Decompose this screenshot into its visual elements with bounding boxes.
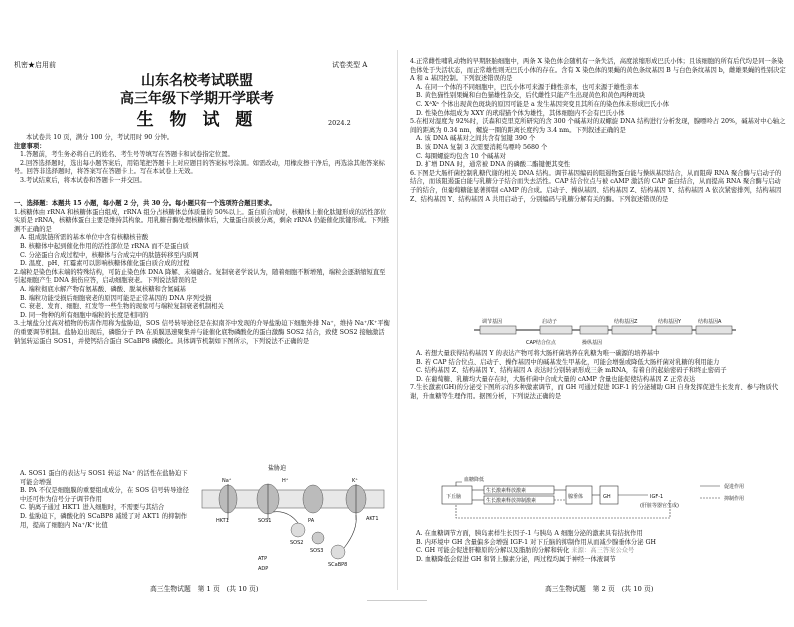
q7-options xyxy=(410,530,786,564)
label-atp: ATP xyxy=(258,556,268,562)
q2-option-b: B. 端粒功能受损后细胞衰老的原因可能是正常基因的 DNA 序列受损 xyxy=(20,294,212,302)
note-3: 3.考试结束后，将本试卷和答题卡一并交回。 xyxy=(20,176,146,184)
q5-stem: 5.在相对湿度为 92%时，沃森和克里克所研究的含 300 个碱基对的双螺旋 DNA 结构进行分析发现，腺嘌呤占 20%，碱基对中心轴之间的距离为 0.34 nm，螺旋一圈的距离长度约为 3.4 nm。下列叙述正确的是 xyxy=(410,118,786,134)
bottom-line xyxy=(367,600,427,601)
arrow-scabp8-akt1 xyxy=(344,515,356,548)
page-divider xyxy=(397,50,398,590)
label-cap-site: CAP结合位点 xyxy=(526,340,556,346)
footer-right: 高三生物试题 第 2 页 (共 10 页) xyxy=(545,585,654,593)
label-igf: IGF-1 xyxy=(650,494,664,500)
promoter-box xyxy=(540,326,572,334)
q4-option-d: D. 性染色体组成为 XXY 的玳瑁猫个体为雄性，其体细胞内不会有巴氏小体 xyxy=(416,109,625,117)
instructions xyxy=(14,134,390,186)
q5-option-d: D. 扩增 DNA 时，通常被 DNA 的磷酸二酯键便其变性 xyxy=(416,161,571,169)
label-adp: ADP xyxy=(258,566,269,572)
operator-box xyxy=(580,326,608,334)
q4-option-a: A. 在同一个体的不同细胞中，巴氏小体可来源于雌性亲本，也可来源于雄性亲本 xyxy=(416,83,639,91)
q3-option-b: B. PA 不仅是细胞膜的重要组成成分，在 SOS 信号转导途径中还可作为信号分子调节作用 xyxy=(20,487,189,503)
question-section xyxy=(14,200,390,346)
footer-left: 高三生物试题 第 1 页 (共 10 页) xyxy=(150,585,259,593)
note-2: 2.回答选择题时，选出每小题答案后，用铅笔把答题卡上对应题目的答案标号涂黑。如需改动，用橡皮擦干净后，再选涂其他答案标号。回答非选择题时，将答案写在答题卡上。写在本试卷上无效。 xyxy=(14,159,385,176)
q7-option-a: A. 在血糖调节方面，胰岛素样生长因子-1 与胰岛 A 细胞分泌的激素具有拮抗作用 xyxy=(416,530,643,537)
label-sos1: SOS1 xyxy=(258,518,272,524)
label-igf-note: (肝脏等器官生成) xyxy=(640,503,679,509)
label-hkt1: HKT1 xyxy=(216,518,229,524)
q7-option-c xyxy=(410,547,786,556)
label-akt1: AKT1 xyxy=(366,516,379,522)
q6-options xyxy=(410,350,786,402)
sos2-protein xyxy=(291,523,305,537)
label-gene-a: 结构基因A xyxy=(698,319,722,325)
label-hypothalamus: 下丘脑 xyxy=(446,494,462,500)
q6-option-b: B. 若 CAP 结合位点、启动子、操作基因中的碱基发生甲基化，可能会增强或降低大肠杆菌对乳糖的利用能力 xyxy=(416,358,720,366)
label-promoter: 启动子 xyxy=(542,319,558,325)
q7-figure xyxy=(440,474,770,528)
q6-option-c: C. 结构基因 Z、结构基因 Y、结构基因 A 表达时分别转录形成三条 mRNA，有着自的起始密码子和终止密码子 xyxy=(416,367,727,375)
scabp8-protein xyxy=(331,545,345,559)
q2-option-d: D. 同一物种的所有细胞中端粒的长度是相同的 xyxy=(20,311,149,319)
exam-name-title: 高三年级下学期开学联考 xyxy=(120,91,274,107)
q1-stem: 1.核糖体由 rRNA 和核糖体蛋白组成，rRNA 组分占核糖体总体质量的 50%以上。蛋白质合成时，核糖体上催化肽键形成的活性部位实质是 rRNA，核糖体蛋白主要是维持其构象。用乳糖苷酶处理核糖体后，大量蛋白质被分离，剩余 rRNA 仍能催化肽键形成。下列推测不正确的是 xyxy=(14,208,390,233)
q1-option-c: C. 分泌蛋白合成过程中，核糖体与合成完中的肽链转移至内质网 xyxy=(20,251,199,259)
label-gh: GH xyxy=(603,494,611,500)
label-scabp8: SCaBP8 xyxy=(328,562,348,568)
legend-promote: 促进作用 xyxy=(724,484,745,490)
label-h: H⁺ xyxy=(282,478,289,484)
label-pa: PA xyxy=(308,518,315,524)
page-info: 本试卷共 10 页，满分 100 分，考试用时 90 分钟。 xyxy=(26,134,174,141)
q6-figure xyxy=(470,318,740,348)
q6-stem: 6.下图是大肠杆菌控制乳糖代谢的相关 DNA 结构。调节基因编码的阻遏物蛋白能与操纵基因结合，从而阻碍 RNA 聚合酶与启动子的结合，而该阻遏蛋白能与乳糖分子结合而失去活性。CAP 结合位点与被 cAMP 激活的 CAP 蛋白结合，从而提高 RNA 聚合酶与启动子的结合，但葡萄糖能显著抑制 cAMP 的合成。启动子、操纵基因、结构基因 Z、结构基因 Y、结构基因 A 依次紧密排列，结构基因 Z、结构基因 Y、结构基因 A 共用启动子，分别编码与乳糖分解有关的酶。下列叙述错误的是 xyxy=(410,169,782,203)
arrow-sos2-sos1 xyxy=(273,512,298,523)
paper-type-label: 试卷类型 A xyxy=(332,61,368,69)
q4-option-b: B. 黄色猫性别果蝇和白色猫雄性杂交，后代雌性只能产生出现黄色和黄色两种斑块 xyxy=(416,92,646,100)
q7-option-d: D. 血糖降低会促进 GH 和肾上腺素分泌，两过程均属于神经一体液调节 xyxy=(416,555,616,563)
gene-z-box xyxy=(612,326,652,334)
label-ghrh: 生长激素释放激素 xyxy=(486,488,527,494)
q4-option-c: C. XᴬXᵃ 个体出现黄色斑块的原因可能是 a 发生基因突变且其所在的染色体未形成巴氏小体 xyxy=(416,100,670,108)
subject-title: 生 物 试 题 xyxy=(136,110,258,130)
section-heading: 一、选择题：本题共 15 小题，每小题 2 分，共 30 分。每小题只有一个选项符合题目要求。 xyxy=(14,200,276,207)
regulator-gene-box xyxy=(480,326,516,334)
label-k: K⁺ xyxy=(352,478,358,484)
gene-a-box xyxy=(696,326,732,334)
q7-option-b: B. 内环境中 GH 含量偏多会增强 IGF-1 对下丘脑的抑制作用从而减少腺垂体分泌 GH xyxy=(416,538,657,546)
q1-option-b: B. 核糖体中起到催化作用的活性部位是 rRNA 而不是蛋白质 xyxy=(20,242,189,250)
sos3-protein xyxy=(312,532,324,544)
label-gene-z: 结构基因Z xyxy=(614,319,638,325)
exam-union-title: 山东名校考试联盟 xyxy=(141,73,253,89)
label-operator: 操纵基因 xyxy=(582,340,603,346)
q2-option-c: C. 衰老、发育、细胞、红发等一些生物的现象可与端粒复制衰老机制相关 xyxy=(20,303,224,311)
q2-stem: 2.端粒是染色体末端的特殊结构，可防止染色体 DNA 降解、末端融合。复制衰老学说认为，随着细胞不断增殖，端粒会逐渐缩短直至引起细胞产生 DNA 损伤应答，启动细胞衰老。下列说法错误的是 xyxy=(14,268,386,285)
q3-option-a: A. SOS1 蛋白的表达与 SOS1 转运 Na⁺ 的活性在盐胁迫下可能会增强 xyxy=(20,470,188,486)
pa-cluster xyxy=(303,485,323,513)
label-low-glucose: 血糖降低 xyxy=(464,477,485,483)
note-1: 1.答题前，考生务必将自己的姓名、考生号等填写在答题卡和试卷指定位置。 xyxy=(20,151,234,159)
q1-option-a: A. 组成肽链所需的基本单位中含有核糖核苷酸 xyxy=(20,234,149,242)
q5-option-c: C. 每圈螺旋均包含 10 个碱基对 xyxy=(416,152,506,160)
exam-date: 2024.2 xyxy=(328,119,351,127)
q6-option-d: D. 在葡萄糖、乳糖均大量存在时，大肠杆菌中合成大量的 cAMP 含量也能促使结构基因 Z 正常表达 xyxy=(416,375,696,383)
q5-option-b: B. 该 DNA 复制 3 次需要消耗鸟嘌呤 5680 个 xyxy=(416,143,548,151)
arrow-glucose-hypo xyxy=(456,482,462,486)
right-page-questions xyxy=(410,58,786,204)
label-regulator: 调节基因 xyxy=(482,319,503,325)
label-ghih: 生长激素释放抑制激素 xyxy=(486,498,537,504)
q3-option-d: D. 盐胁迫下，磷酸化的 SCaBP8 减缓了对 AKT1 的抑制作用，提高了细胞内 Na⁺/K⁺比值 xyxy=(20,512,188,529)
q4-stem: 4.正常雌性哺乳动物的早期胚胎细胞中，两条 X 染色体会随机有一条失活，高度浓缩形成巴氏小体；且该细胞的所有后代均是同一条染色体处于失活状态，而正常雄性则无巴氏小体的存在。含有 X 染色体的果蝇的黄色条纹基因 B 与白色条纹基因 b，雌雄果蝇的性别决定 A 和 a 基因控制。下列叙述错误的是 xyxy=(410,58,786,83)
notes-heading: 注意事项： xyxy=(14,142,46,150)
q3-options xyxy=(14,470,192,530)
watermark: 来源：高三答案公众号 xyxy=(571,547,635,555)
q6-option-a: A. 若想大量获得结构基因 Y 的表达产物可将大肠杆菌培养在乳糖为唯一碳源的培养基中 xyxy=(416,350,660,357)
label-sos2: SOS2 xyxy=(290,540,304,546)
legend-inhibit: 抑制作用 xyxy=(724,496,745,502)
label-sos3: SOS3 xyxy=(310,548,324,554)
q7-stem: 7.生长激素(GH)的分泌受下图所示的多种激素调节，而 GH 可通过促进 IGF-1 的分泌辅助 GH 自身发挥促进生长发育、参与物质代谢，升血糖等生理作用。据图分析，下列说法正确的是 xyxy=(410,384,779,400)
label-na1: Na⁺ xyxy=(222,478,232,484)
q5-option-a: A. 该 DNA 碱基对之间共含有氢键 390 个 xyxy=(416,135,536,143)
q3-stem: 3.土壤盐分过高对植物的伤害作用称为盐胁迫，SOS 信号转导途径是在拟南芥中发现的介导盐胁迫下细胞外排 Na⁺，维持 Na⁺/K⁺平衡的重要调节机制。盐胁迫出现后，磷脂分子 PA 在质膜迅速聚集并与能催化底物磷酸化的蛋白激酶 SOS2 结合，致使 SOS2 接触激活钠氢转运蛋白 SOS1，并使钙结合蛋白 SCaBP8 磷酸化。具体调节机制如下图所示，下列说法不正确的是 xyxy=(14,320,390,345)
confidential-label: 机密★启用前 xyxy=(14,61,56,69)
q7-option-c-text: C. GH 可能会促进肝糖原的分解以及脂肪的分解和转化 xyxy=(416,547,570,555)
fig-title: 盐胁迫 xyxy=(268,465,287,472)
q2-option-a: A. 端粒彻底水解产物有氨基酸、磷酸、脱氧核糖和含氮碱基 xyxy=(20,285,186,293)
q3-figure xyxy=(198,460,388,578)
label-pituitary: 腺垂体 xyxy=(568,494,584,500)
q3-option-c: C. 钠离子通过 HKT1 进入细胞时，不需要与其结合 xyxy=(20,504,165,512)
q1-option-d: D. 温度、pH、红霉素可以影响核糖体催化蛋白质合成的过程 xyxy=(20,260,190,268)
label-gene-y: 结构基因Y xyxy=(658,319,682,325)
gene-y-box xyxy=(656,326,692,334)
